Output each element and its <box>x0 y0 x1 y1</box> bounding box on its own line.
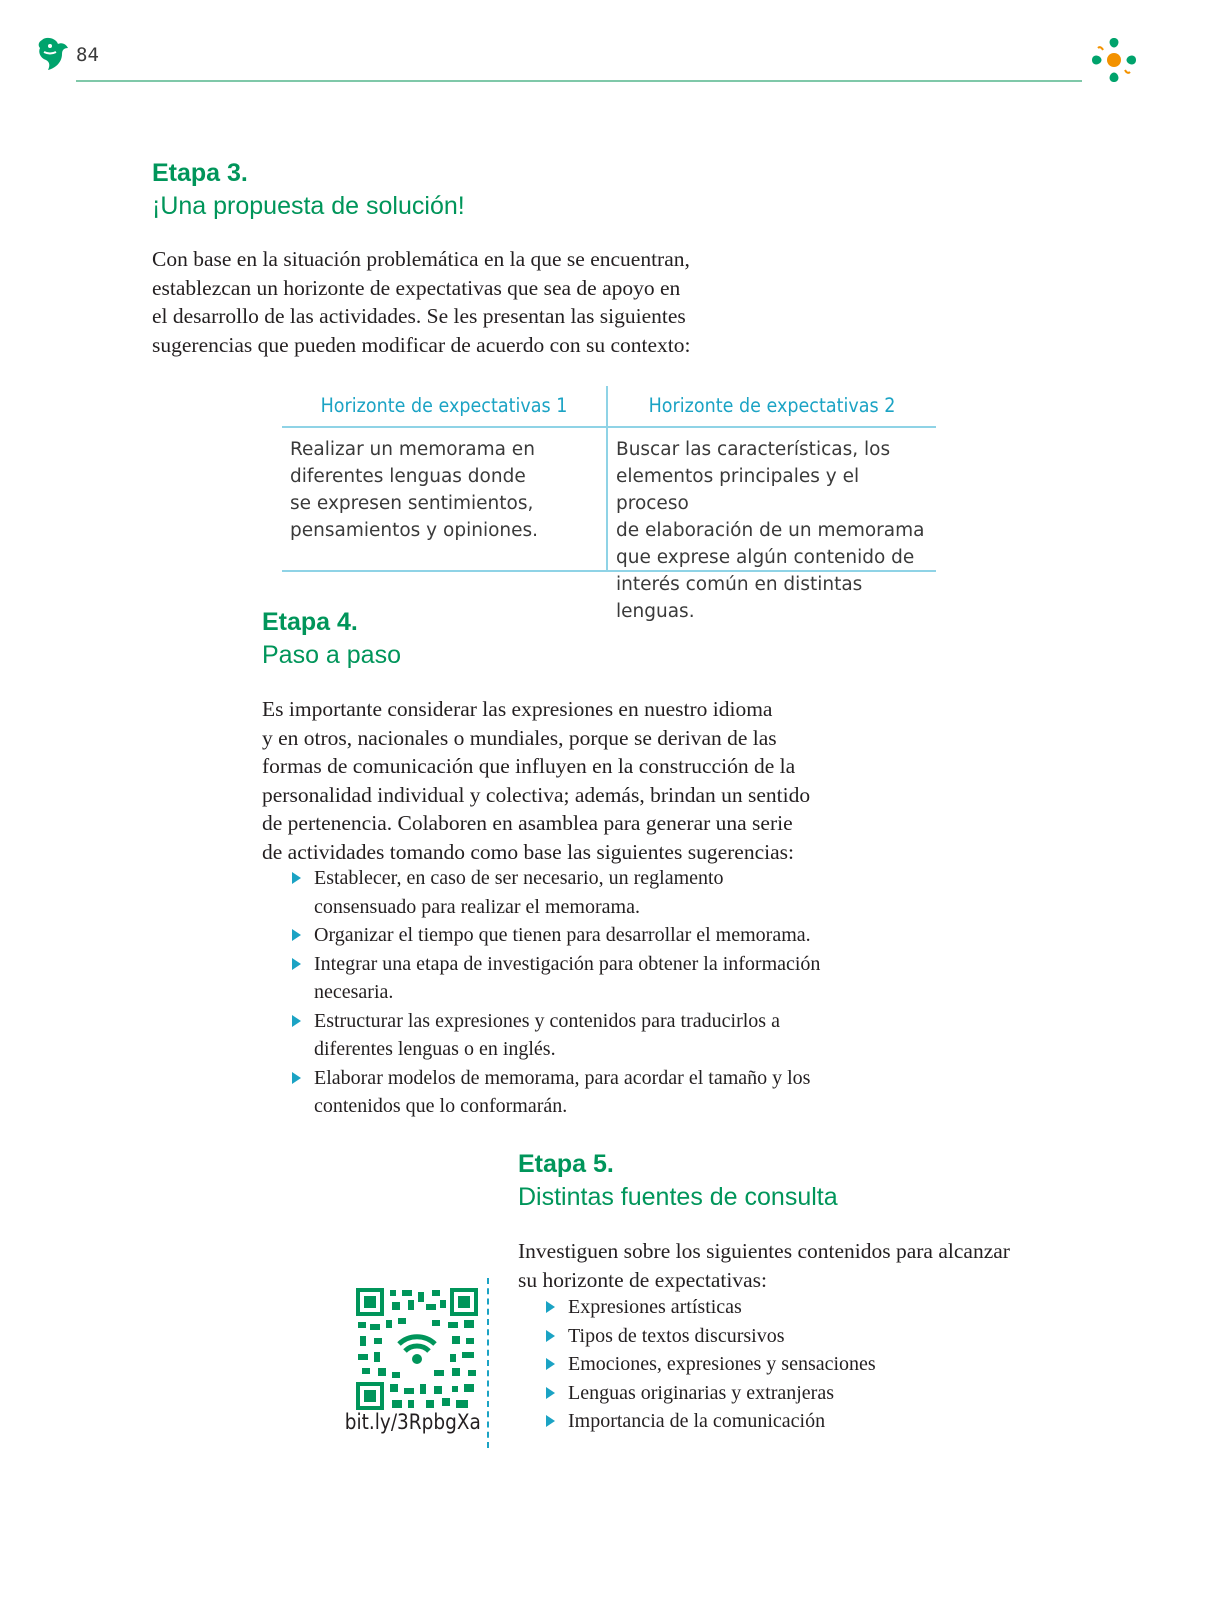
paragraph-line: Investiguen sobre los siguientes contenidos para alcanzar <box>518 1239 1010 1263</box>
bullet-triangle-icon <box>546 1330 555 1342</box>
list-item <box>544 1350 1004 1379</box>
paragraph-line: de pertenencia. Colaboren en asamblea para generar una serie <box>262 811 793 835</box>
paragraph-line: su horizonte de expectativas: <box>518 1267 767 1292</box>
stage5-subtitle: Distintas fuentes de consulta <box>518 1183 838 1211</box>
flower-logo-icon <box>1088 34 1140 86</box>
bullet-triangle-icon <box>292 1015 301 1027</box>
list-item-line: Establecer, en caso de ser necesario, un reglamento <box>314 867 724 889</box>
list-item-line: Elaborar modelos de memorama, para acordar el tamaño y los <box>314 1066 811 1089</box>
table-header-2: Horizonte de expectativas 2 <box>648 394 896 417</box>
stage4-heading <box>262 606 401 672</box>
bird-icon <box>36 36 70 72</box>
list-item-text: Emociones, expresiones y sensaciones <box>568 1353 876 1375</box>
paragraph-line: sugerencias que pueden modificar de acuerdo con su contexto: <box>152 332 691 357</box>
stage4-paragraph <box>262 695 862 866</box>
stage4-bullet-list <box>290 864 870 1121</box>
stage5-bullet-list <box>544 1293 1004 1436</box>
stage3-paragraph <box>152 245 752 359</box>
list-item <box>544 1407 1004 1436</box>
bullet-triangle-icon <box>546 1415 555 1427</box>
table-bottom-rule <box>282 570 936 572</box>
list-item-line: Organizar el tiempo que tienen para desarrollar el memorama. <box>314 924 811 946</box>
list-item <box>544 1322 1004 1351</box>
bullet-triangle-icon <box>546 1301 555 1313</box>
list-item <box>290 1007 870 1064</box>
list-item <box>544 1379 1004 1408</box>
qr-dashed-divider <box>487 1278 489 1448</box>
list-item-line: Integrar una etapa de investigación para obtener la información <box>314 952 821 975</box>
header-rule <box>76 80 1082 82</box>
paragraph-line: Con base en la situación problemática en la que se encuentran, <box>152 247 690 271</box>
stage5-heading <box>518 1148 838 1214</box>
list-item-line: diferentes lenguas o en inglés. <box>314 1038 556 1060</box>
bullet-triangle-icon <box>292 958 301 970</box>
bullet-triangle-icon <box>292 929 301 941</box>
list-item <box>290 950 870 1007</box>
stage3-heading <box>152 157 465 223</box>
list-item-line: consensuado para realizar el memorama. <box>314 895 640 918</box>
list-item-line: contenidos que lo conformarán. <box>314 1095 568 1117</box>
page-number: 84 <box>76 44 99 66</box>
list-item-text: Tipos de textos discursivos <box>568 1324 785 1347</box>
stage5-title: Etapa 5. <box>518 1150 614 1178</box>
stage5-paragraph <box>518 1237 1058 1294</box>
expectations-table <box>282 386 936 622</box>
qr-link-text[interactable]: bit.ly/3RpbgXa <box>344 1410 481 1434</box>
stage4-subtitle: Paso a paso <box>262 641 401 669</box>
paragraph-line: Es importante considerar las expresiones en nuestro idioma <box>262 697 773 721</box>
stage3-subtitle: ¡Una propuesta de solución! <box>152 192 465 220</box>
table-header-rule <box>282 426 936 428</box>
bullet-triangle-icon <box>292 1072 301 1084</box>
paragraph-line: personalidad individual y colectiva; además, brindan un sentido <box>262 782 811 807</box>
qr-code-icon[interactable] <box>356 1288 478 1410</box>
stage3-title: Etapa 3. <box>152 159 248 187</box>
paragraph-line: el desarrollo de las actividades. Se les presentan las siguientes <box>152 304 686 328</box>
list-item-line: Estructurar las expresiones y contenidos para traducirlos a <box>314 1009 780 1032</box>
list-item <box>544 1293 1004 1322</box>
bullet-triangle-icon <box>292 872 301 884</box>
paragraph-line: y en otros, nacionales o mundiales, porque se derivan de las <box>262 725 777 750</box>
list-item <box>290 864 870 921</box>
table-cell-2: Buscar las características, los elementos principales y el proceso de elaboración de un memorama que exprese algún contenido de interés común en distintas lenguas. <box>616 439 925 622</box>
list-item-text: Lenguas originarias y extranjeras <box>568 1381 835 1404</box>
list-item-text: Importancia de la comunicación <box>568 1410 826 1432</box>
bullet-triangle-icon <box>546 1387 555 1399</box>
list-item-text: Expresiones artísticas <box>568 1296 742 1318</box>
table-cell-1: Realizar un memorama en diferentes lenguas donde se expresen sentimientos, pensamientos y opiniones. <box>290 439 539 541</box>
paragraph-line: establezcan un horizonte de expectativas que sea de apoyo en <box>152 275 681 300</box>
paragraph-line: de actividades tomando como base las siguientes sugerencias: <box>262 839 794 864</box>
stage4-title: Etapa 4. <box>262 608 358 636</box>
bullet-triangle-icon <box>546 1358 555 1370</box>
table-column-divider <box>606 386 608 572</box>
table-header-1: Horizonte de expectativas 1 <box>320 394 568 417</box>
paragraph-line: formas de comunicación que influyen en la construcción de la <box>262 754 796 778</box>
list-item-line: necesaria. <box>314 981 394 1003</box>
list-item <box>290 1064 870 1121</box>
list-item <box>290 921 870 950</box>
